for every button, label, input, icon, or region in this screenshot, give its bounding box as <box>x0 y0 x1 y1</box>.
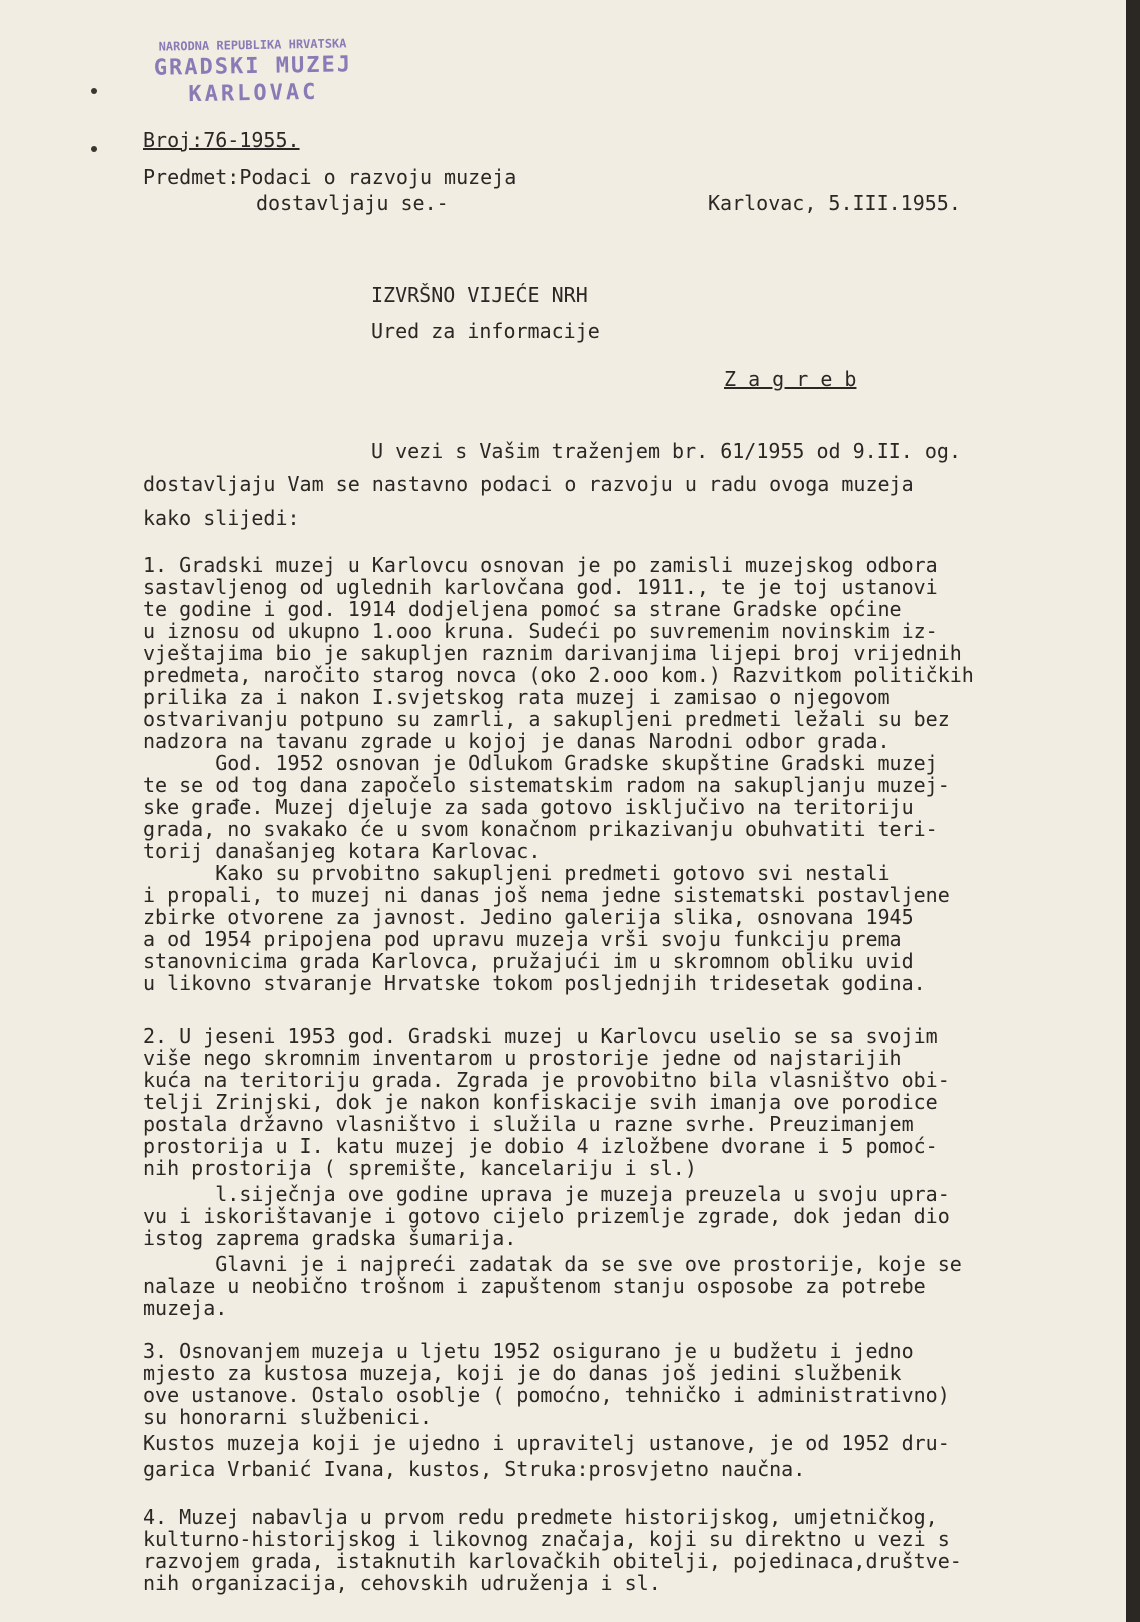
paragraph-line: garica Vrbanić Ivana, kustos, Struka:prosvjetno naučna. <box>143 1457 806 1481</box>
paragraph-line: a od 1954 pripojena pod upravu muzeja vrši svoju funkciju prema <box>143 927 902 951</box>
paragraph-line: više nego skromnim inventarom u prostorije jedne od najstarijih <box>143 1046 902 1070</box>
intro-line: kako slijedi: <box>143 506 300 530</box>
paragraph-line: Kako su prvobitno sakupljeni predmeti gotovo svi nestali <box>143 861 890 885</box>
paragraph-line: l.siječnja ove godine uprava je muzeja preuzela u svoju upra- <box>143 1182 950 1206</box>
paragraph-line: nadzora na tavanu zgrade u kojoj je danas Narodni odbor grada. <box>143 729 890 753</box>
paragraph-line: i propali, to muzej ni danas još nema jedne sistematski postavljene <box>143 883 950 907</box>
paragraph-line: sastavljenog od uglednih karlovčana god. 1911., te je toj ustanovi <box>143 575 938 599</box>
paragraph-line: razvojem grada, istaknutih karlovačkih obitelji, pojedinaca,društve- <box>143 1549 962 1573</box>
paragraph-line: ove ustanove. Ostalo osoblje ( pomoćno, tehničko i administrativno) <box>143 1383 950 1407</box>
paragraph-line: prostorija u I. katu muzej je dobio 4 izložbene dvorane i 5 pomoć- <box>143 1134 938 1158</box>
paragraph-line: telji Zrinjski, dok je nakon konfiskacije svih imanja ove porodice <box>143 1090 938 1114</box>
paragraph-line: torij današanjeg kotara Karlovac. <box>143 839 541 863</box>
paragraph-line: nalaze u neobično trošnom i zapuštenom stanju osposobe za potrebe <box>143 1274 926 1298</box>
paragraph-line: kuća na teritoriju grada. Zgrada je provobitno bila vlasništvo obi- <box>143 1068 950 1092</box>
paragraph-line: u likovno stvaranje Hrvatske tokom posljednjih tridesetak godina. <box>143 971 926 995</box>
paragraph-line: te se od tog dana započelo sistematskim radom na sakupljanju muzej- <box>143 773 950 797</box>
paragraph-line: vu i iskorištavanje i gotovo cijelo prizemlje zgrade, dok jedan dio <box>143 1204 950 1228</box>
paragraph-line: Glavni je i najpreći zadatak da se sve ove prostorije, koje se <box>143 1252 962 1276</box>
paragraph-line: postala državno vlasništvo i služila u razne svrhe. Preuzimanjem <box>143 1112 914 1136</box>
paragraph-line: zbirke otvorene za javnost. Jedino galerija slika, osnovana 1945 <box>143 905 914 929</box>
paragraph-line: su honorarni službenici. <box>143 1405 432 1429</box>
place-and-date: Karlovac, 5.III.1955. <box>708 191 961 215</box>
paragraph-line: 1. Gradski muzej u Karlovcu osnovan je po zamisli muzejskog odbora <box>143 553 938 577</box>
paragraph-line: vještajima bio je sakupljen raznim darivanjima lijepi broj vrijednih <box>143 641 962 665</box>
punch-hole-mark <box>91 88 97 94</box>
paragraph-line: ostvarivanju potpuno su zamrli, a sakupljeni predmeti ležali su bez <box>143 707 950 731</box>
paragraph-line: nih organizacija, cehovskih udruženja i sl. <box>143 1571 661 1595</box>
paragraph-line: Kustos muzeja koji je ujedno i upravitelj ustanove, je od 1952 dru- <box>143 1431 950 1455</box>
paragraph-line: 3. Osnovanjem muzeja u ljetu 1952 osigurano je u budžetu i jedno <box>143 1339 914 1363</box>
paragraph-line: predmeta, naročito starog novca (oko 2.ooo kom.) Razvitkom političkih <box>143 663 974 687</box>
paragraph-line: 2. U jeseni 1953 god. Gradski muzej u Karlovcu uselio se sa svojim <box>143 1024 938 1048</box>
recipient-line-1: IZVRŠNO VIJEĆE NRH <box>371 283 588 307</box>
paragraph-line: God. 1952 osnovan je Odlukom Gradske skupštine Gradski muzej <box>143 751 938 775</box>
paragraph-line: kulturno-historijskog i likovnog značaja, koji su direktno u vezi s <box>143 1527 950 1551</box>
paragraph-line: grada, no svakako će u svom konačnom prikazivanju obuhvatiti teri- <box>143 817 938 841</box>
paragraph-line: muzeja. <box>143 1296 228 1320</box>
intro-line: U vezi s Vašim traženjem br. 61/1955 od 9.II. og. <box>371 439 962 463</box>
stamp-line-1: NARODNA REPUBLIKA HRVATSKA <box>158 36 347 54</box>
paragraph-line: prilika za i nakon I.svjetskog rata muzej i zamisao o njegovom <box>143 685 890 709</box>
paragraph-line: ske građe. Muzej djeluje za sada gotovo isključivo na teritoriju <box>143 795 914 819</box>
subject-line-1: Predmet:Podaci o razvoju muzeja <box>143 165 517 189</box>
museum-stamp <box>107 35 398 108</box>
paragraph-line: 4. Muzej nabavlja u prvom redu predmete historijskog, umjetničkog, <box>143 1505 938 1529</box>
intro-line: dostavljaju Vam se nastavno podaci o razvoju u radu ovoga muzeja <box>143 472 914 496</box>
recipient-city: Z a g r e b <box>724 367 857 391</box>
recipient-line-2: Ured za informacije <box>371 319 600 343</box>
paragraph-line: nih prostorija ( spremište, kancelariju i sl.) <box>143 1156 697 1180</box>
punch-hole-mark <box>91 146 97 152</box>
reference-number: Broj:76-1955. <box>143 128 300 152</box>
paragraph-line: istog zaprema gradska šumarija. <box>143 1226 517 1250</box>
paragraph-line: stanovnicima grada Karlovca, pružajući im u skromnom obliku uvid <box>143 949 914 973</box>
paragraph-line: mjesto za kustosa muzeja, koji je do danas još jedini službenik <box>143 1361 902 1385</box>
paragraph-line: u iznosu od ukupno 1.ooo kruna. Sudeći po suvremenim novinskim iz- <box>143 619 938 643</box>
stamp-line-2: GRADSKI MUZEJ <box>153 52 353 81</box>
stamp-line-3: KARLOVAC <box>188 79 319 108</box>
paragraph-line: te godine i god. 1914 dodjeljena pomoć sa strane Gradske općine <box>143 597 902 621</box>
subject-line-2: dostavljaju se.- <box>256 191 449 215</box>
